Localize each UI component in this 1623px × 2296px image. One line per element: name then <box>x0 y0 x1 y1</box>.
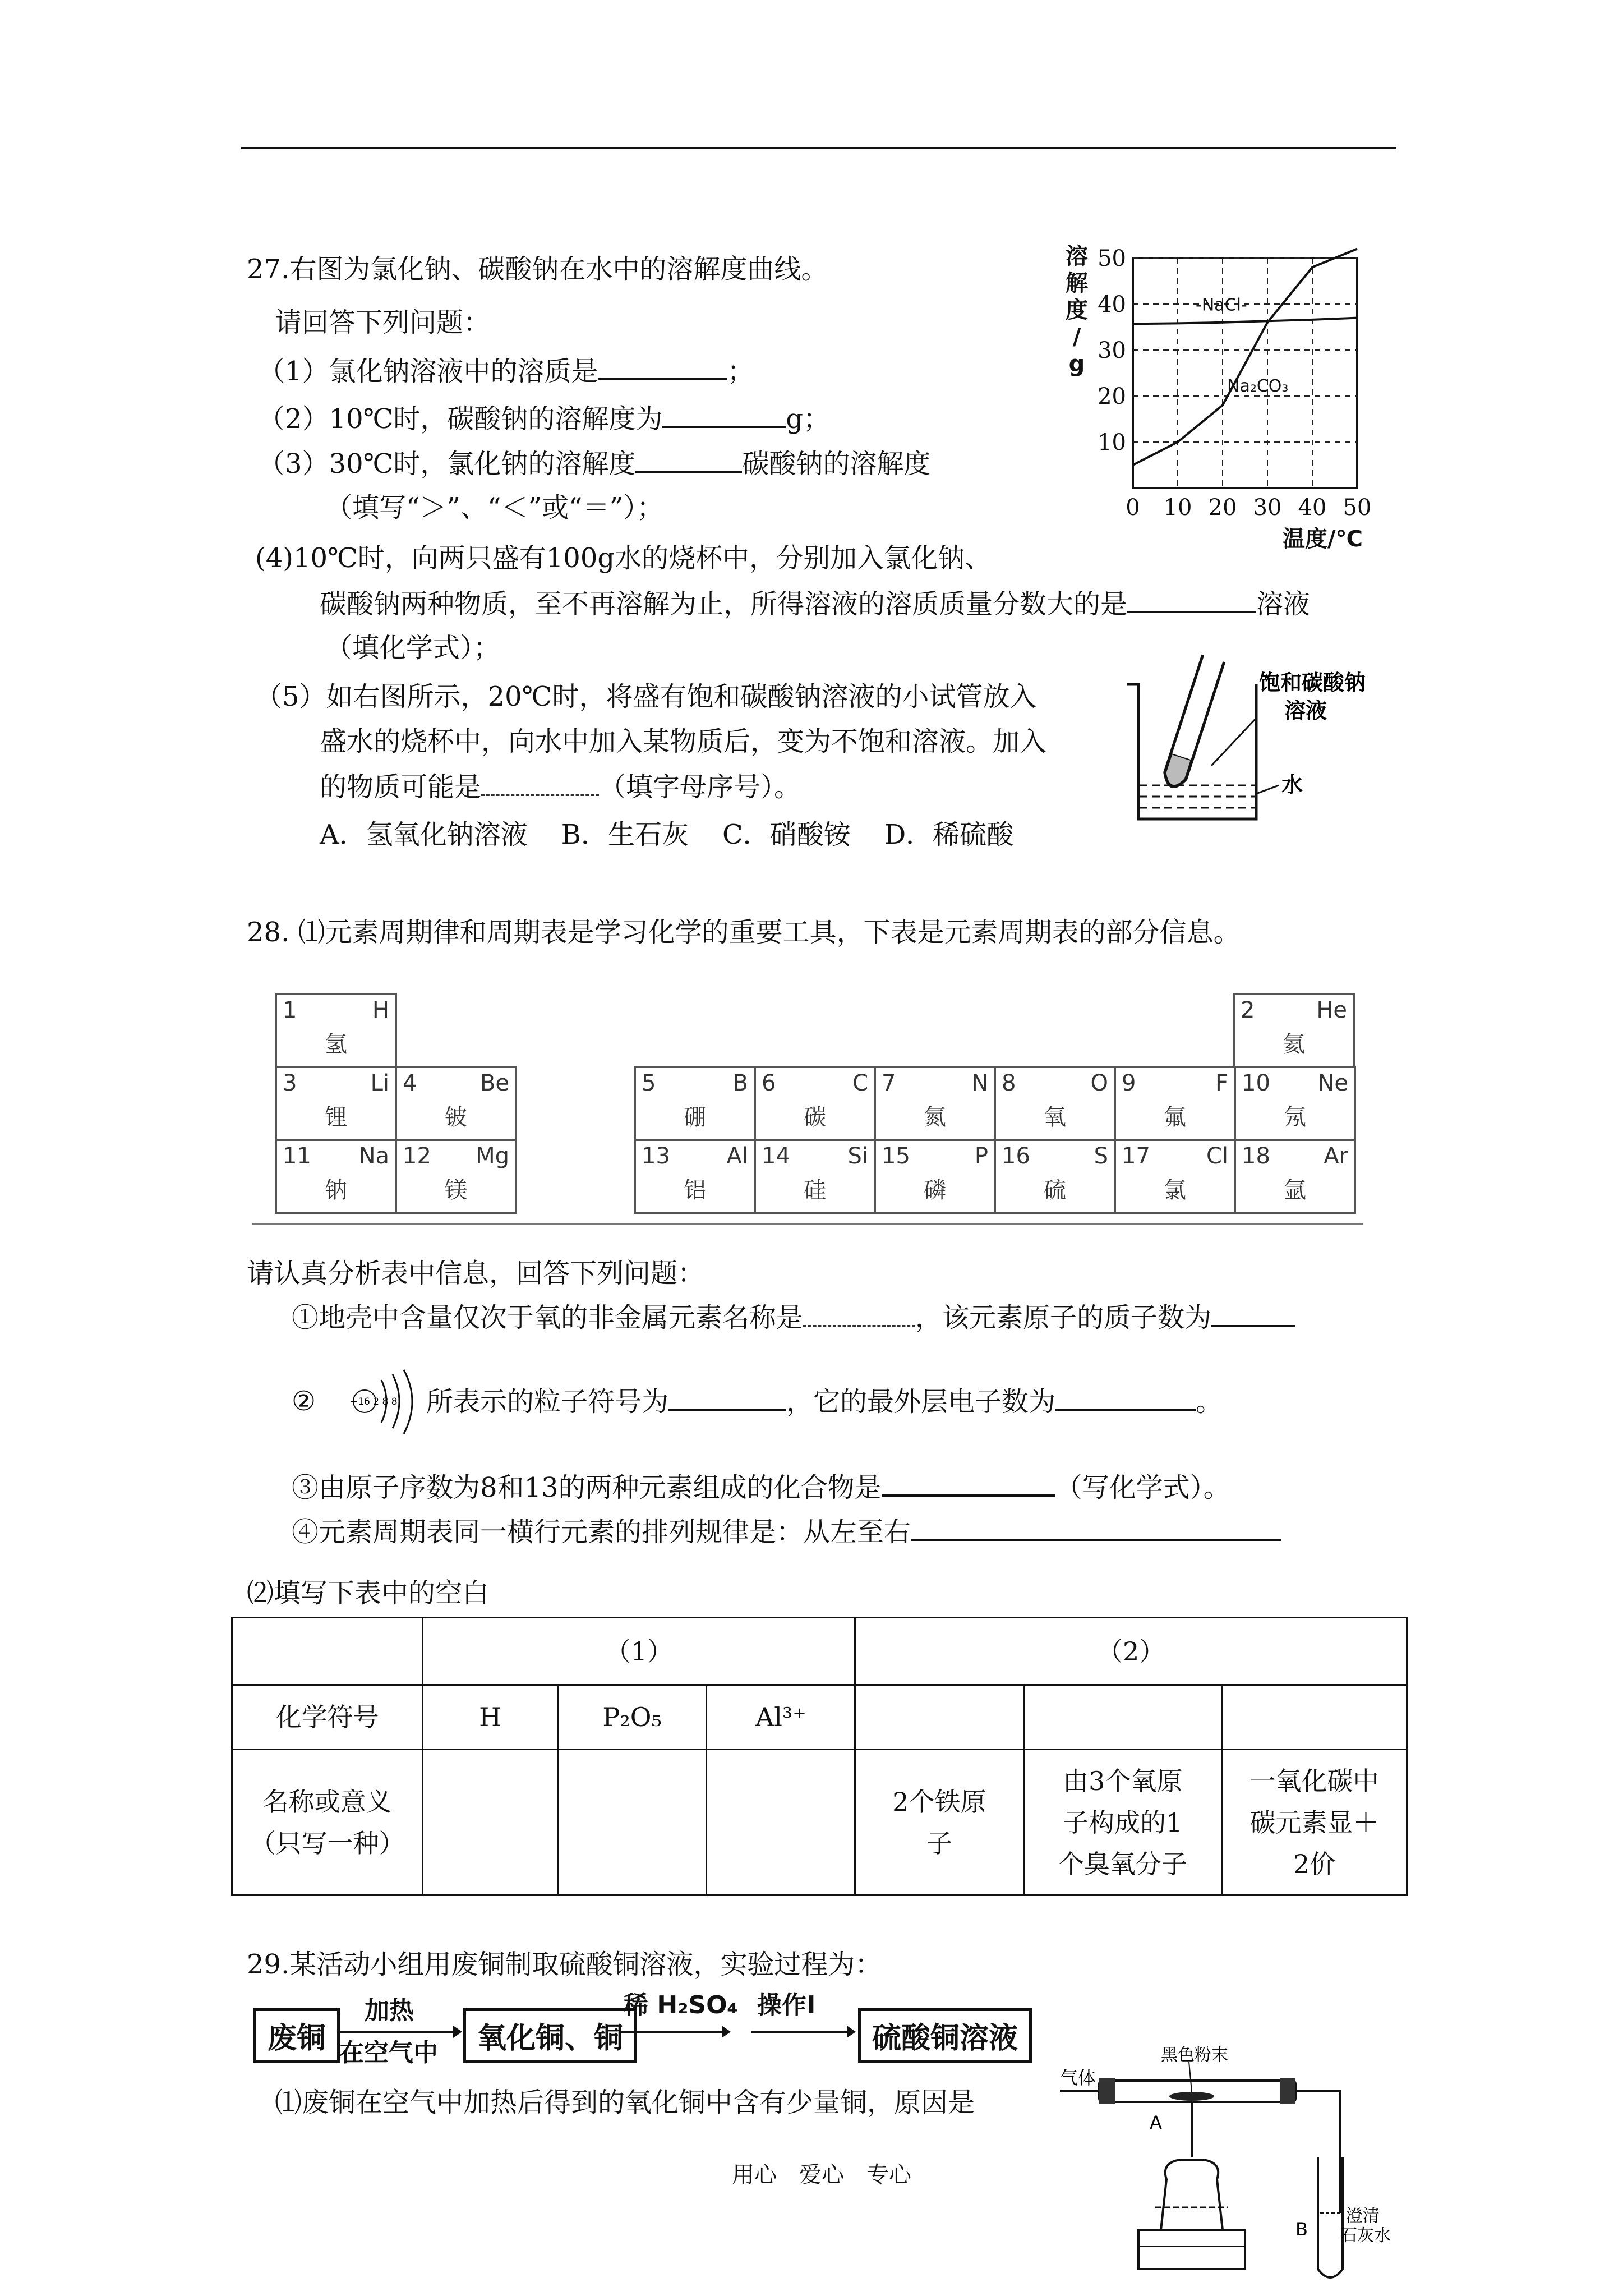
periodic-left <box>275 993 517 1214</box>
answer-blank[interactable] <box>911 1515 1281 1541</box>
element-cell: 9 F 氟 <box>1115 1067 1235 1140</box>
flow-arrow-3 <box>751 2031 852 2033</box>
element-cell: 5 B 硼 <box>635 1067 755 1140</box>
cell-line: 子 <box>926 1828 952 1858</box>
answer-blank[interactable] <box>803 1300 915 1327</box>
q27-sub2-text: （2）10℃时，碳酸钠的溶解度为 <box>258 403 663 435</box>
answer-blank[interactable] <box>598 353 727 380</box>
flow-box-1: 废铜 <box>253 2008 340 2063</box>
element-cell: 14 Si 硅 <box>755 1140 875 1213</box>
option-b: B．生石灰 <box>561 819 689 850</box>
q28-analysis: 请认真分析表中信息，回答下列问题： <box>247 1258 705 1289</box>
element-cell: 1 H 氢 <box>276 994 396 1067</box>
y-tick-label: 30 <box>1098 338 1126 364</box>
y-tick-label: 40 <box>1098 292 1126 318</box>
q27-sub1-text: （1）氯化钠溶液中的溶质是 <box>258 356 598 387</box>
element-cell: 18 Ar 氩 <box>1235 1140 1355 1213</box>
table-cell[interactable] <box>855 1685 1023 1750</box>
table-cell: P₂O₅ <box>558 1685 707 1750</box>
y-tick-label: 10 <box>1098 430 1126 455</box>
test-tube-b <box>1318 2157 1343 2277</box>
x-axis-label: 温度/℃ <box>1282 526 1363 552</box>
periodic-table <box>252 976 1363 1225</box>
element-cell: 12 Mg 镁 <box>396 1140 516 1213</box>
series-line <box>1133 318 1357 324</box>
q27-sub3 <box>258 446 930 481</box>
y-axis-label: g <box>1068 351 1085 377</box>
element-cell: 16 S 硫 <box>995 1140 1115 1213</box>
option-c: C．硝酸铵 <box>722 819 851 850</box>
table-cell[interactable] <box>1222 1685 1407 1750</box>
table-header-1: （1） <box>423 1618 855 1685</box>
label-pointer <box>1256 785 1279 794</box>
limewater-label: 澄清 <box>1346 2206 1380 2226</box>
series-label-nacl: -NaCl- <box>1196 295 1247 315</box>
periodic-he <box>1233 993 1355 1068</box>
y-axis-label: 溶 <box>1066 243 1088 269</box>
element-cell: 4 Be 铍 <box>396 1067 516 1140</box>
arrow1-top-label: 加热 <box>365 1996 414 2025</box>
q29-sub1: ⑴废铜在空气中加热后得到的氧化铜中含有少量铜，原因是 <box>275 2087 975 2118</box>
q28-a2-text: 所表示的粒子符号为 <box>426 1386 669 1418</box>
q28-part2-title: ⑵填写下表中的空白 <box>247 1577 490 1609</box>
table-cell[interactable] <box>558 1750 707 1895</box>
y-axis-label: 度 <box>1066 297 1088 323</box>
q27-sub5-end: （填字母序号）。 <box>599 771 801 803</box>
series-line <box>1133 249 1357 465</box>
q27-sub2-end: g； <box>786 403 831 435</box>
q28-a2-num: ② <box>292 1386 316 1417</box>
arrow2-top-label: 稀 H₂SO₄ <box>624 1991 738 2019</box>
element-cell: 10 Ne 氖 <box>1235 1067 1355 1140</box>
q27-sub3-note: （填写“＞”、“＜”或“＝”）； <box>325 492 664 523</box>
flow-box-3: 硫酸铜溶液 <box>858 2008 1032 2063</box>
cell-line: 由3个氧原 <box>1063 1765 1183 1796</box>
element-cell: 13 Al 铝 <box>635 1140 755 1213</box>
table-cell <box>1023 1750 1222 1895</box>
alcohol-lamp <box>1161 2160 1223 2230</box>
test-tube <box>1161 655 1224 790</box>
answer-blank[interactable] <box>481 770 599 796</box>
powder-label: 黑色粉末 <box>1161 2045 1228 2065</box>
cell-line: 2价 <box>1293 1848 1336 1879</box>
q28-a3-text: ③由原子序数为8和13的两种元素组成的化合物是 <box>292 1472 882 1503</box>
row-label <box>232 1750 423 1895</box>
q28-a4 <box>292 1515 1281 1549</box>
answer-blank[interactable] <box>882 1470 1055 1497</box>
element-cell: 2 He 氦 <box>1234 994 1354 1067</box>
q28-a3-end: （写化学式）。 <box>1055 1472 1230 1503</box>
q28-a4-text: ④元素周期表同一横行元素的排列规律是：从左至右 <box>292 1516 911 1548</box>
q28-title: 28. ⑴元素周期律和周期表是学习化学的重要工具，下表是元素周期表的部分信息。 <box>247 917 1241 948</box>
table-cell <box>1222 1750 1407 1895</box>
cell-line: 一氧化碳中 <box>1249 1765 1379 1796</box>
table-cell: Al³⁺ <box>707 1685 855 1750</box>
q27-sub4-line1: (4)10℃时，向两只盛有100g水的烧杯中，分别加入氯化钠、 <box>255 542 992 574</box>
q27-sub4-end: 溶液 <box>1256 588 1311 620</box>
table-cell[interactable] <box>707 1750 855 1895</box>
arrow-head <box>453 2026 462 2038</box>
cell-line: 个臭氧分子 <box>1058 1848 1187 1879</box>
x-tick-label: 0 <box>1126 495 1140 521</box>
q27-sub5-text: 的物质可能是 <box>320 771 482 803</box>
q27-options <box>320 818 1013 852</box>
table-header-2: （2） <box>855 1618 1407 1685</box>
q27-sub3-end: 碳酸钠的溶解度 <box>742 448 931 480</box>
plot-frame <box>1133 258 1357 488</box>
atom-label: +16 2 8 8 <box>350 1396 398 1407</box>
element-cell: 11 Na 钠 <box>276 1140 396 1213</box>
row-label-line: （只写一种） <box>250 1828 405 1858</box>
series-label-na2co3: Na₂CO₃ <box>1227 376 1289 396</box>
q27-sub1 <box>258 353 754 388</box>
cell-line: 子构成的1 <box>1063 1807 1183 1838</box>
header-rule <box>241 147 1396 149</box>
beaker-diagram <box>1116 645 1408 836</box>
table-cell <box>855 1750 1023 1895</box>
q27-sub5-line1: （5）如右图所示，20℃时，将盛有饱和碳酸钠溶液的小试管放入 <box>255 681 1037 712</box>
q27-sub2 <box>258 401 830 436</box>
table-cell: H <box>423 1685 558 1750</box>
q28-a2 <box>426 1384 1223 1419</box>
element-cell: 3 Li 锂 <box>276 1067 396 1140</box>
y-tick-label: 50 <box>1098 246 1126 272</box>
answer-blank[interactable] <box>1211 1300 1295 1327</box>
beaker-label: 溶液 <box>1284 698 1327 723</box>
beaker-label: 水 <box>1281 772 1303 797</box>
x-tick-label: 50 <box>1343 495 1372 521</box>
y-tick-label: 20 <box>1098 384 1126 409</box>
x-tick-label: 20 <box>1208 495 1237 521</box>
answer-blank[interactable] <box>1127 586 1256 613</box>
q27-sub5-line2: 盛水的烧杯中，向水中加入某物质后，变为不饱和溶液。加入 <box>320 726 1047 757</box>
element-cell: 17 Cl 氯 <box>1115 1140 1235 1213</box>
x-tick-label: 30 <box>1253 495 1282 521</box>
row-label: 化学符号 <box>232 1685 423 1750</box>
q29-title: 29.某活动小组用废铜制取硫酸铜溶液，实验过程为： <box>247 1949 882 1980</box>
q28-a1-text: ①地壳中含量仅次于氧的非金属元素名称是 <box>292 1302 804 1333</box>
beaker-label: 饱和碳酸钠 <box>1259 670 1366 695</box>
arrow1-bottom-label: 在空气中 <box>339 2039 438 2067</box>
gas-label: 气体 <box>1060 2067 1096 2088</box>
element-cell: 8 O 氧 <box>995 1067 1115 1140</box>
q27-prompt: 请回答下列问题： <box>275 307 491 338</box>
table-corner <box>232 1618 423 1685</box>
flow-arrow-2 <box>621 2031 728 2033</box>
answer-blank[interactable] <box>1055 1384 1196 1411</box>
q27-sub3-text: （3）30℃时，氯化钠的溶解度 <box>258 448 636 480</box>
option-a: A．氢氧化钠溶液 <box>320 819 528 850</box>
option-d: D．稀硫酸 <box>884 819 1014 850</box>
table-cell[interactable] <box>1023 1685 1222 1750</box>
cell-line: 2个铁原 <box>892 1786 986 1817</box>
atom-structure-diagram <box>348 1369 426 1442</box>
q27-title: 27.右图为氯化钠、碳酸钠在水中的溶解度曲线。 <box>247 254 828 285</box>
flow-arrow-1 <box>339 2031 460 2033</box>
flow-box-2: 氧化铜、铜 <box>463 2008 637 2063</box>
element-cell: 15 P 磷 <box>875 1140 995 1213</box>
element-cell: 7 N 氮 <box>875 1067 995 1140</box>
q28-a3 <box>292 1470 1230 1504</box>
x-tick-label: 40 <box>1298 495 1327 521</box>
arrow-head <box>847 2026 856 2038</box>
periodic-right <box>634 1066 1356 1214</box>
q27-sub1-end: ； <box>727 356 754 387</box>
answer-blank[interactable] <box>635 446 742 473</box>
page-footer: 用心 爱心 专心 <box>732 2162 911 2188</box>
table-cell[interactable] <box>423 1750 558 1895</box>
q27-sub5-line3 <box>320 770 801 804</box>
row-label-line: 名称或意义 <box>262 1786 392 1817</box>
beaker-outline <box>1127 684 1256 819</box>
element-cell: 6 C 碳 <box>755 1067 875 1140</box>
apparatus-diagram <box>1054 2045 1402 2296</box>
fill-in-table <box>231 1617 1408 1896</box>
cell-line: 碳元素显＋ <box>1249 1807 1379 1838</box>
answer-blank[interactable] <box>662 401 786 428</box>
arrow-head <box>722 2026 731 2038</box>
q28-a1 <box>292 1300 1295 1335</box>
q27-sub4-note: （填化学式）； <box>325 632 501 664</box>
y-axis-label: / <box>1072 324 1081 350</box>
solubility-chart <box>1054 241 1380 555</box>
x-tick-label: 10 <box>1163 495 1192 521</box>
label-a: A <box>1150 2112 1162 2133</box>
q27-sub4-line2 <box>320 586 1310 621</box>
q28-a2-end: 。 <box>1196 1386 1223 1418</box>
y-axis-label: 解 <box>1066 270 1088 296</box>
label-b: B <box>1295 2219 1308 2240</box>
label-pointer <box>1211 718 1256 766</box>
q28-a2-mid: ，它的最外层电子数为 <box>786 1386 1056 1418</box>
q27-sub4-text: 碳酸钠两种物质，至不再溶解为止，所得溶液的溶质质量分数大的是 <box>320 588 1128 620</box>
q28-a1-mid: ，该元素原子的质子数为 <box>915 1302 1212 1333</box>
limewater-label: 石灰水 <box>1340 2226 1391 2246</box>
answer-blank[interactable] <box>668 1384 786 1411</box>
arrow3-top-label: 操作Ⅰ <box>757 1991 816 2019</box>
